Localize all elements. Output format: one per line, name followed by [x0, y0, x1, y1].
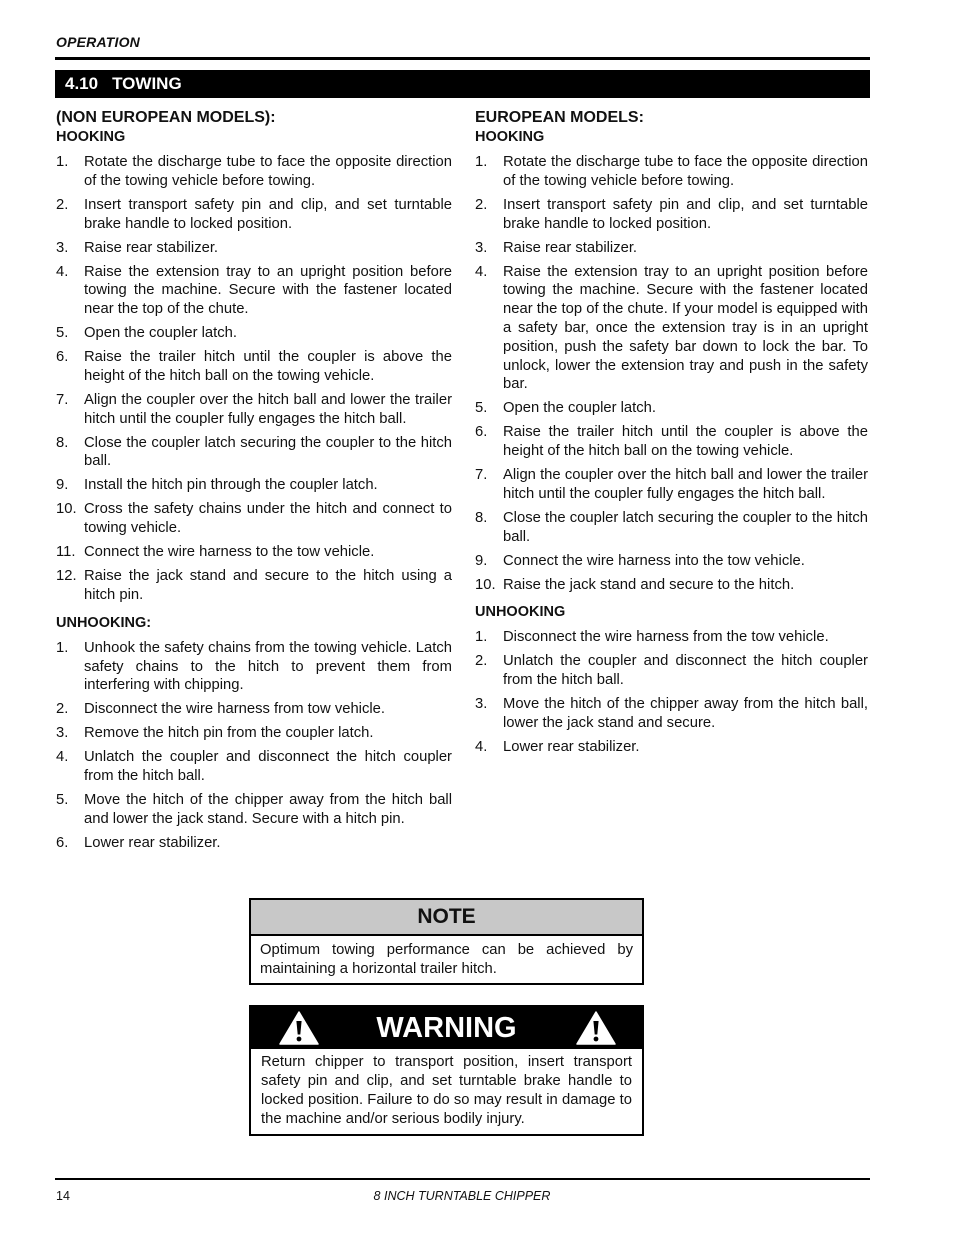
- list-item-number: 6.: [56, 834, 69, 851]
- list-item: [56, 834, 452, 853]
- list-item-text: Open the coupler latch.: [503, 400, 656, 417]
- list-item-text: Close the coupler latch securing the coupler to the hitch ball.: [84, 434, 452, 470]
- list-item-number: 1.: [56, 154, 69, 170]
- list-item-number: 2.: [475, 196, 488, 213]
- list-item-text: Move the hitch of the chipper away from the hitch ball, lower the jack stand and secure.: [503, 696, 868, 731]
- list-item-text: Unhook the safety chains from the towing vehicle. Latch safety chains to the hitch to prevent them from interfering with chipping.: [84, 639, 452, 694]
- warning-triangle-icon: [279, 1011, 319, 1045]
- list-item: [475, 652, 868, 690]
- list-item-number: 3.: [475, 696, 488, 713]
- list-item: [475, 423, 868, 461]
- list-item-text: Connect the wire harness to the tow vehicle.: [84, 544, 375, 561]
- right-unhooking-list: [475, 628, 868, 756]
- list-item: [56, 263, 452, 319]
- list-item: [475, 399, 868, 418]
- left-hooking-heading: HOOKING: [56, 129, 126, 145]
- list-item-number: 5.: [475, 400, 488, 417]
- section-title-bar: [55, 70, 870, 98]
- list-item-text: Unlatch the coupler and disconnect the hitch coupler from the hitch ball.: [84, 749, 452, 785]
- list-item: [56, 639, 452, 695]
- list-item-text: Raise the trailer hitch until the coupler is above the height of the hitch ball on the towing vehicle.: [503, 424, 868, 460]
- list-item-number: 3.: [56, 239, 69, 256]
- list-item-number: 1.: [475, 629, 488, 646]
- list-item-text: Lower rear stabilizer.: [84, 834, 221, 851]
- list-item: [56, 434, 452, 472]
- section-number: 4.10: [65, 74, 99, 93]
- list-item: [475, 263, 868, 395]
- list-item-number: 2.: [475, 653, 488, 670]
- right-column-title: EUROPEAN MODELS:: [475, 109, 644, 126]
- list-item-text: Open the coupler latch.: [84, 325, 237, 342]
- list-item-number: 2.: [56, 701, 69, 718]
- list-item: [56, 239, 452, 258]
- document-title: 8 INCH TURNTABLE CHIPPER: [373, 1189, 551, 1203]
- list-item: [475, 552, 868, 571]
- list-item-number: 4.: [475, 263, 488, 280]
- list-item-number: 10.: [475, 576, 496, 593]
- list-item-text: Rotate the discharge tube to face the opposite direction of the towing vehicle before towing.: [503, 154, 868, 189]
- list-item: [56, 567, 452, 605]
- list-item-text: Insert transport safety pin and clip, and set turntable brake handle to locked position.: [84, 196, 452, 232]
- list-item-text: Disconnect the wire harness from the tow vehicle.: [503, 629, 829, 646]
- left-unhooking-list: [56, 639, 452, 853]
- list-item-number: 12.: [56, 568, 77, 585]
- list-item-text: Connect the wire harness into the tow vehicle.: [503, 552, 805, 569]
- list-item-text: Raise the extension tray to an upright position before towing the machine. Secure with the fastener located near the top of the chute. If your model is equipped with a safety bar, once the extension tray is in an upright position, push the safety bar down to lock the bar. To unlock, lower the extension tray and push in the safety bar.: [503, 263, 868, 393]
- list-item-text: Disconnect the wire harness from tow vehicle.: [84, 701, 385, 718]
- page-header-section-label: OPERATION: [56, 34, 140, 50]
- list-item: [475, 153, 868, 191]
- warning-heading: WARNING: [376, 1012, 517, 1044]
- warning-header: [251, 1007, 642, 1049]
- list-item-number: 7.: [475, 467, 488, 484]
- list-item-number: 9.: [56, 477, 69, 494]
- list-item-number: 1.: [56, 639, 69, 656]
- list-item-text: Raise the trailer hitch until the coupler is above the height of the hitch ball on the towing vehicle.: [84, 349, 452, 384]
- list-item-number: 4.: [56, 263, 69, 280]
- list-item: [475, 738, 868, 757]
- note-heading: NOTE: [251, 900, 642, 936]
- list-item: [56, 724, 452, 743]
- left-column-title: (NON EUROPEAN MODELS):: [56, 109, 276, 126]
- list-item-text: Close the coupler latch securing the coupler to the hitch ball.: [503, 509, 868, 545]
- list-item-number: 6.: [56, 349, 69, 366]
- list-item-text: Raise the jack stand and secure to the hitch using a hitch pin.: [84, 568, 452, 603]
- section-title: TOWING: [112, 74, 182, 93]
- list-item-text: Insert transport safety pin and clip, and set turntable brake handle to locked position.: [503, 196, 868, 232]
- note-text: Optimum towing performance can be achieved by maintaining a horizontal trailer hitch.: [260, 942, 633, 977]
- list-item: [56, 700, 452, 719]
- list-item-number: 11.: [56, 544, 76, 561]
- list-item-text: Raise the extension tray to an upright position before towing the machine. Secure with the fastener located near the top of the chute.: [84, 263, 452, 318]
- list-item: [475, 466, 868, 504]
- right-unhooking-heading: UNHOOKING: [475, 604, 566, 621]
- note-box: [249, 898, 644, 985]
- list-item-text: Raise the jack stand and secure to the hitch.: [503, 576, 795, 593]
- right-hooking-heading: HOOKING: [475, 129, 545, 145]
- list-item: [475, 239, 868, 258]
- warning-box: [249, 1005, 644, 1136]
- list-item: [56, 391, 452, 429]
- left-column: [56, 108, 452, 858]
- list-item-number: 5.: [56, 325, 69, 342]
- list-item-text: Remove the hitch pin from the coupler latch.: [84, 725, 374, 742]
- header-rule: [55, 57, 870, 60]
- list-item-text: Align the coupler over the hitch ball and lower the trailer hitch until the coupler fully engages the hitch ball.: [503, 467, 868, 502]
- list-item-text: Move the hitch of the chipper away from the hitch ball and lower the jack stand. Secure with a hitch pin.: [84, 792, 452, 827]
- list-item-text: Unlatch the coupler and disconnect the hitch coupler from the hitch ball.: [503, 653, 868, 689]
- list-item-number: 10.: [56, 501, 77, 518]
- list-item-number: 3.: [56, 725, 69, 742]
- list-item-number: 4.: [56, 749, 69, 766]
- list-item-text: Align the coupler over the hitch ball and lower the trailer hitch until the coupler fully engages the hitch ball.: [84, 391, 452, 427]
- right-hooking-list: [475, 153, 868, 594]
- list-item: [56, 748, 452, 786]
- list-item-number: 8.: [56, 434, 69, 451]
- list-item-text: Lower rear stabilizer.: [503, 738, 640, 755]
- list-item-number: 2.: [56, 196, 69, 213]
- list-item: [56, 476, 452, 495]
- list-item: [56, 791, 452, 829]
- list-item: [475, 628, 868, 647]
- list-item-text: Raise rear stabilizer.: [503, 239, 638, 256]
- page-number: 14: [56, 1189, 70, 1203]
- list-item: [475, 196, 868, 234]
- list-item-number: 1.: [475, 154, 488, 170]
- list-item: [56, 153, 452, 191]
- list-item-text: Rotate the discharge tube to face the opposite direction of the towing vehicle before towing.: [84, 154, 452, 189]
- list-item-text: Raise rear stabilizer.: [84, 239, 219, 256]
- warning-text: Return chipper to transport position, insert transport safety pin and clip, and set turntable brake handle to locked position. Failure to do so may result in damage to the machine and/or serious bodily injury.: [261, 1054, 632, 1127]
- right-column: [475, 108, 868, 762]
- list-item-number: 6.: [475, 424, 488, 441]
- footer-rule: [55, 1178, 870, 1180]
- list-item: [56, 348, 452, 386]
- list-item: [475, 695, 868, 733]
- list-item-text: Install the hitch pin through the coupler latch.: [84, 477, 378, 494]
- left-hooking-list: [56, 153, 452, 605]
- list-item-number: 3.: [475, 239, 488, 256]
- warning-triangle-icon: [576, 1011, 616, 1045]
- list-item: [475, 576, 868, 595]
- list-item-number: 4.: [475, 738, 488, 755]
- list-item: [475, 509, 868, 547]
- list-item: [56, 543, 452, 562]
- list-item-number: 5.: [56, 792, 69, 809]
- list-item-text: Cross the safety chains under the hitch and connect to towing vehicle.: [84, 501, 452, 537]
- list-item: [56, 196, 452, 234]
- list-item: [56, 500, 452, 538]
- list-item-number: 8.: [475, 509, 488, 526]
- list-item-number: 9.: [475, 552, 488, 569]
- left-unhooking-heading: UNHOOKING:: [56, 614, 152, 631]
- list-item-number: 7.: [56, 391, 69, 408]
- list-item: [56, 324, 452, 343]
